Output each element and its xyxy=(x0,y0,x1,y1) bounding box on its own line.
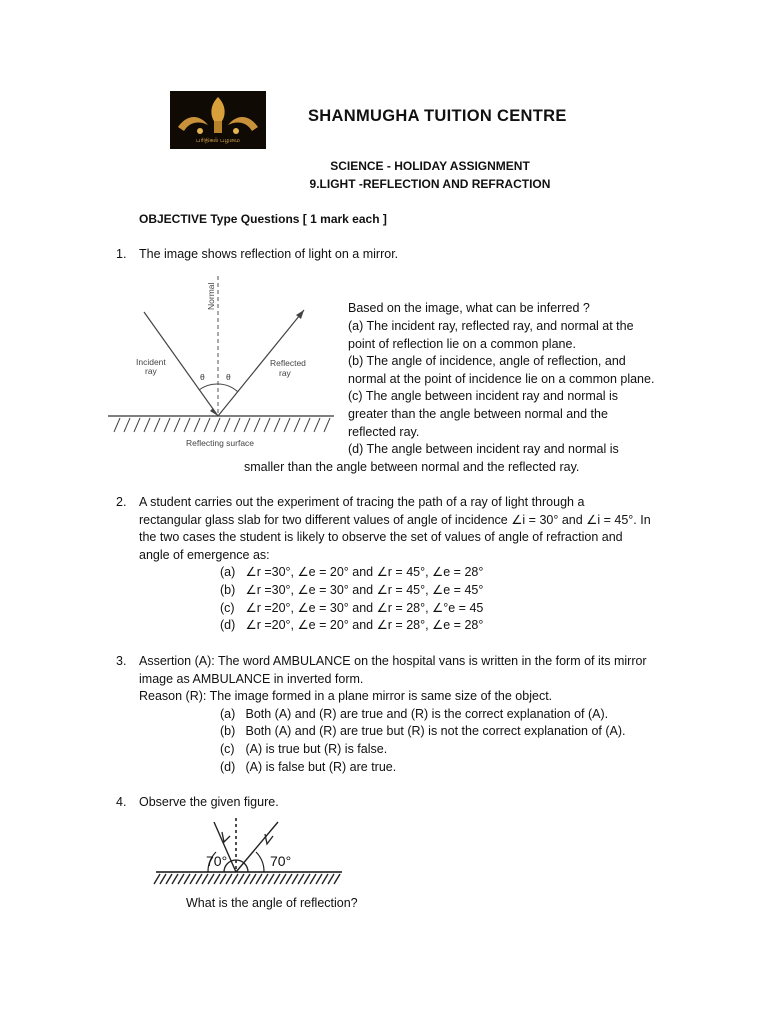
angle-figure xyxy=(150,814,350,888)
q1-option-line: greater than the angle between normal and the xyxy=(348,407,608,421)
question-number: 3. xyxy=(116,654,127,668)
chapter-line: 9.LIGHT -REFLECTION AND REFRACTION xyxy=(309,177,551,191)
question-text: Reason (R): The image formed in a plane mirror is same size of the object. xyxy=(139,689,553,703)
reflected-label: Reflected xyxy=(270,358,306,368)
question-number: 2. xyxy=(116,495,127,509)
org-name: SHANMUGHA TUITION CENTRE xyxy=(308,107,567,125)
incident-arrow-icon xyxy=(222,832,230,842)
question-text: image as AMBULANCE in inverted form. xyxy=(139,672,364,686)
theta-left-label: θ xyxy=(200,372,205,382)
q1-option-line: (b) The angle of incidence, angle of reflection, and xyxy=(348,354,626,368)
logo xyxy=(170,91,266,149)
surface-hatching xyxy=(154,874,340,884)
incident-arrow-icon xyxy=(210,408,218,416)
q1-option-line: (d) The angle between incident ray and normal is xyxy=(348,442,619,456)
left-angle-label: 70° xyxy=(206,853,228,869)
q2-option: (c) ∠r =20°, ∠e = 30° and ∠r = 28°, ∠°e = 45 xyxy=(220,601,484,615)
surface-hatching xyxy=(114,418,330,432)
subject-line: SCIENCE - HOLIDAY ASSIGNMENT xyxy=(330,159,530,173)
question-text: A student carries out the experiment of tracing the path of a ray of light through a xyxy=(139,495,585,509)
q1-option-line: (c) The angle between incident ray and normal is xyxy=(348,389,619,403)
question-number: 1. xyxy=(116,247,127,261)
section-title: OBJECTIVE Type Questions [ 1 mark each ] xyxy=(139,212,387,226)
q4-prompt: What is the angle of reflection? xyxy=(186,896,358,910)
angle-arc-right xyxy=(256,852,264,872)
q2-option: (b) ∠r =30°, ∠e = 30° and ∠r = 45°, ∠e = 45° xyxy=(220,583,484,597)
surface-label: Reflecting surface xyxy=(186,438,255,448)
q3-option: (a) Both (A) and (R) are true and (R) is the correct explanation of (A). xyxy=(220,707,609,721)
question-text: the two cases the student is likely to observe the set of values of angle of refraction and xyxy=(139,530,623,544)
theta-right-label: θ xyxy=(226,372,231,382)
question-text: rectangular glass slab for two different values of angle of incidence ∠i = 30° and ∠i = 45°. In xyxy=(139,513,651,527)
reflection-figure xyxy=(98,270,342,452)
incident-label: Incident xyxy=(136,357,166,367)
reflected-label-2: ray xyxy=(279,368,291,378)
angle-arc-left xyxy=(199,384,218,390)
q2-option: (d) ∠r =20°, ∠e = 20° and ∠r = 28°, ∠e = 28° xyxy=(220,618,484,632)
q1-option-line: (a) The incident ray, reflected ray, and normal at the xyxy=(348,319,634,333)
q2-option: (a) ∠r =30°, ∠e = 20° and ∠r = 45°, ∠e = 28° xyxy=(220,565,484,579)
q1-option-line: reflected ray. xyxy=(348,425,420,439)
q1-option-line: normal at the point of incidence lie on a common plane. xyxy=(348,372,655,386)
incident-label-2: ray xyxy=(145,366,157,376)
q3-option: (b) Both (A) and (R) are true but (R) is not the correct explanation of (A). xyxy=(220,724,626,738)
question-text: Assertion (A): The word AMBULANCE on the hospital vans is written in the form of its mirror xyxy=(139,654,647,668)
question-text: The image shows reflection of light on a mirror. xyxy=(139,247,399,261)
q1-option-line: point of reflection lie on a common plane. xyxy=(348,337,576,351)
question-text: Observe the given figure. xyxy=(139,795,279,809)
q3-option: (c) (A) is true but (R) is false. xyxy=(220,742,388,756)
logo-text: பரிதிகல் பழமை xyxy=(196,138,240,144)
normal-label: Normal xyxy=(206,282,216,310)
right-angle-label: 70° xyxy=(270,853,292,869)
question-text: angle of emergence as: xyxy=(139,548,270,562)
question-number: 4. xyxy=(116,795,127,809)
q3-option: (d) (A) is false but (R) are true. xyxy=(220,760,397,774)
q1-option-line: smaller than the angle between normal and the reflected ray. xyxy=(244,460,580,474)
angle-arc-right xyxy=(218,384,238,392)
q1-prompt: Based on the image, what can be inferred ? xyxy=(348,301,590,315)
